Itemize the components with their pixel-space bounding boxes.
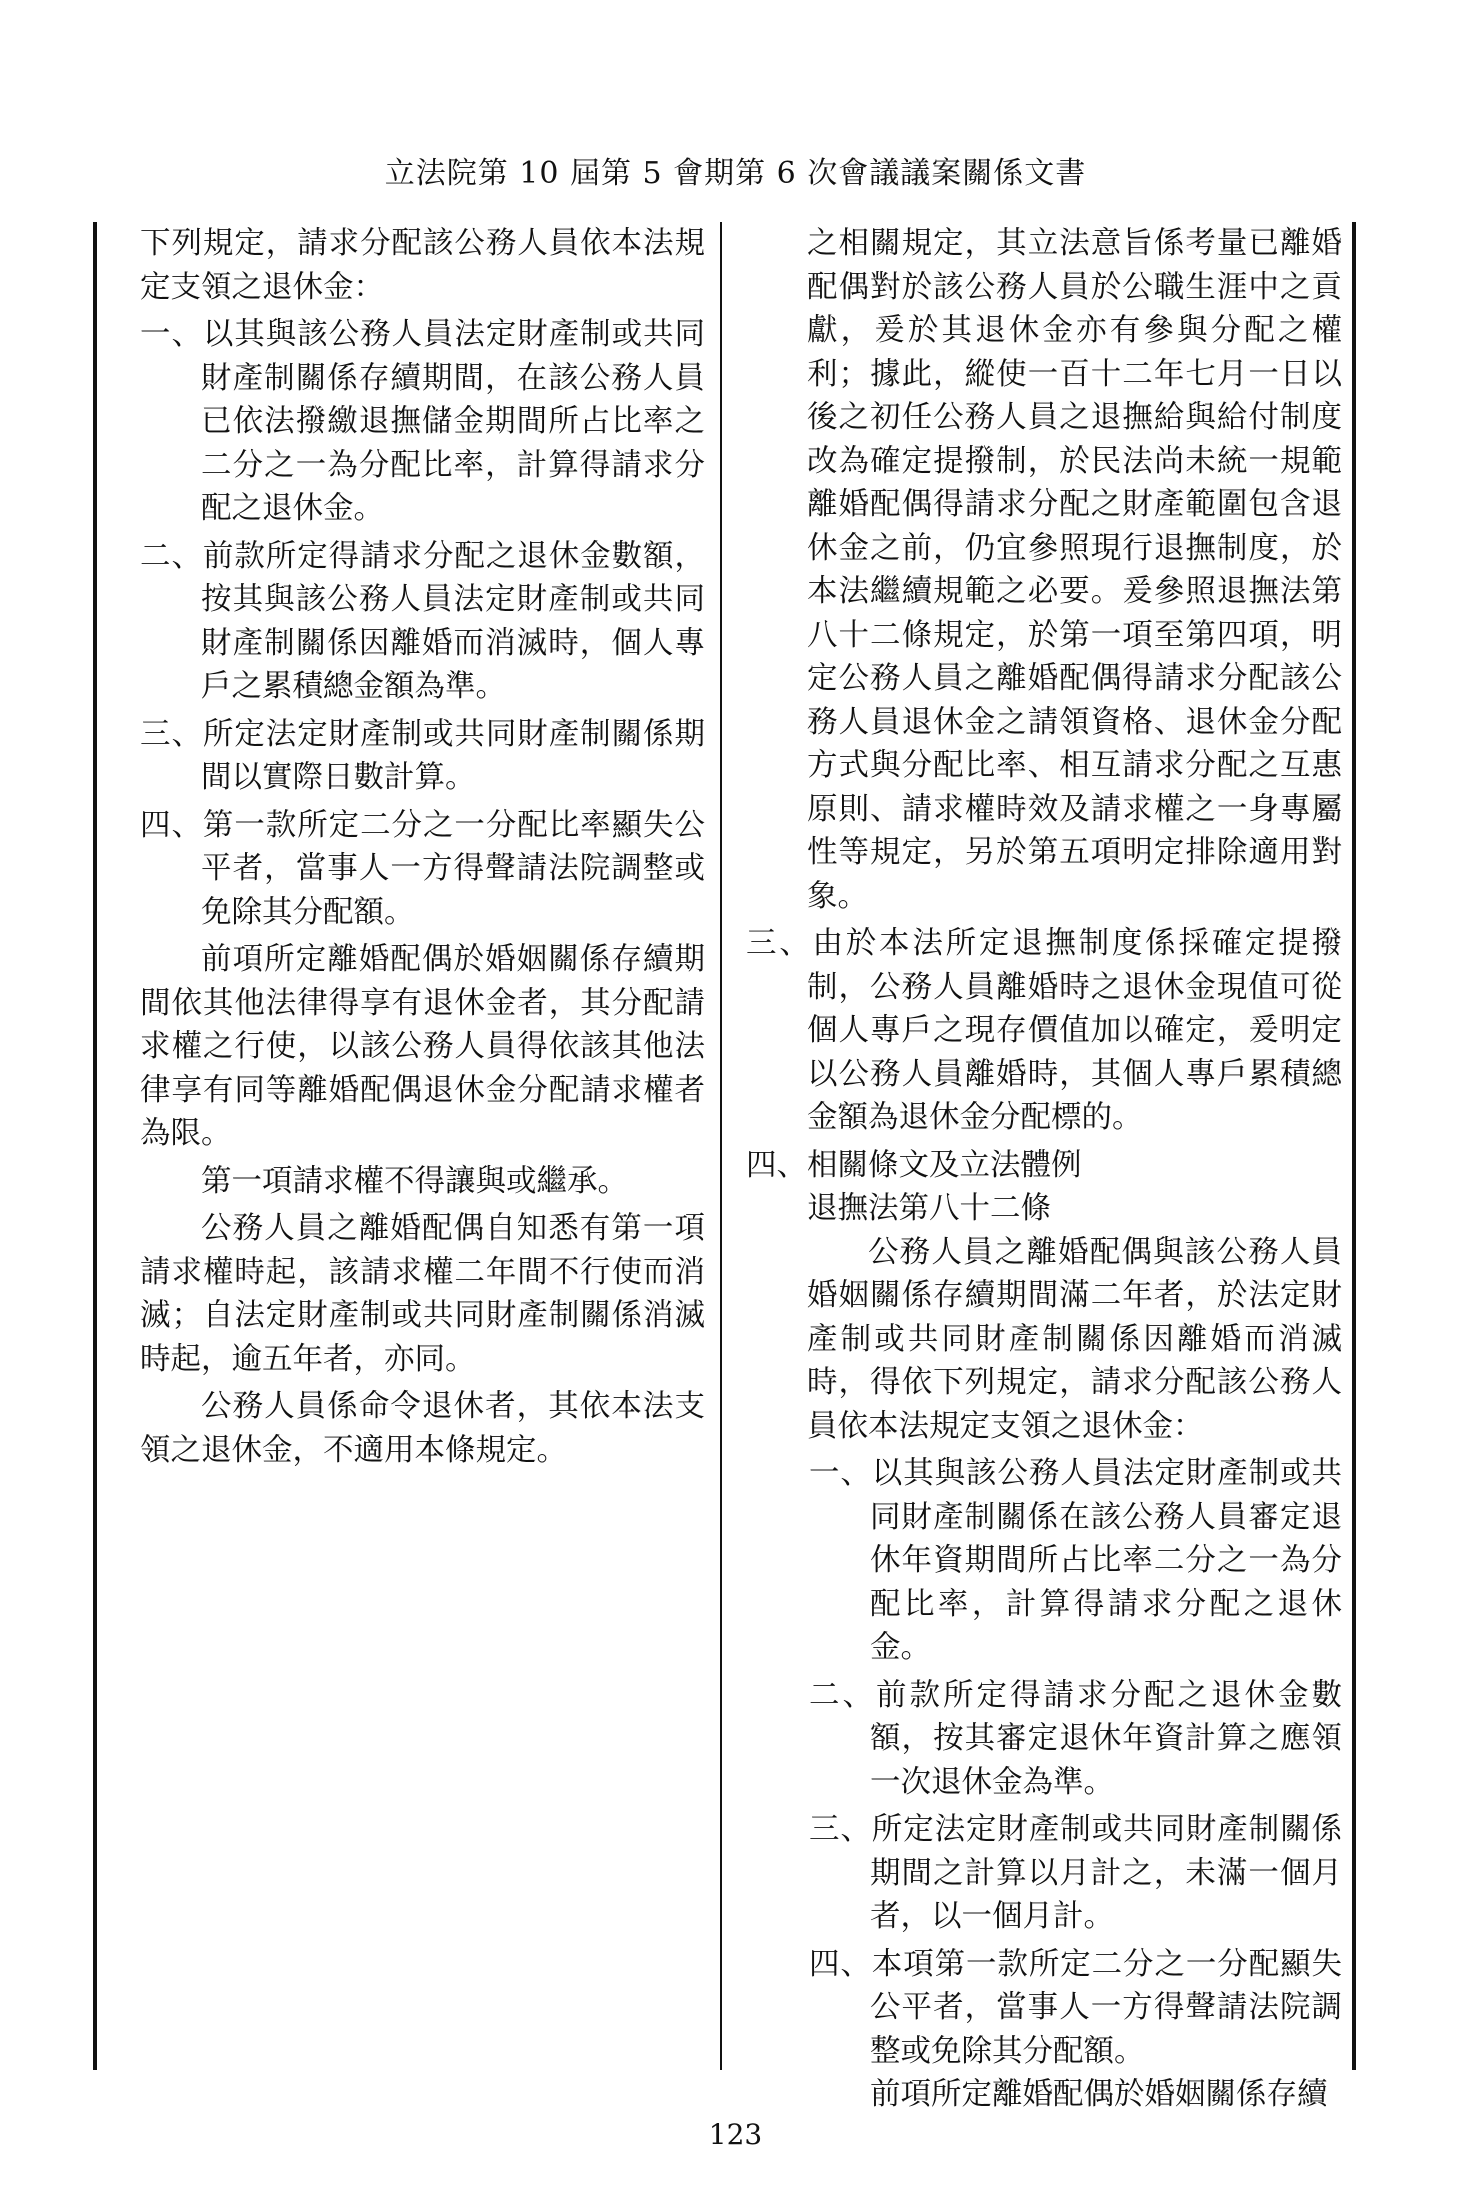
- page-number: 123: [708, 2118, 763, 2151]
- paragraph: 下列規定，請求分配該公務人員依本法規定支領之退休金：: [140, 226, 705, 305]
- list-item: 二、前款所定得請求分配之退休金數額，按其與該公務人員法定財產制或共同財產制關係因離婚而消滅時，個人專戶之累積總金額為準。: [140, 538, 705, 704]
- list-item: 四、相關條文及立法體例: [746, 1147, 1082, 1183]
- paragraph: 前項所定離婚配偶於婚姻關係存續: [870, 2077, 1328, 2112]
- right-border-rule: [1352, 222, 1356, 2070]
- list-item: 三、所定法定財產制或共同財產制關係期間以實際日數計算。: [140, 716, 705, 795]
- list-item: 四、本項第一款所定二分之一分配顯失公平者，當事人一方得聲請法院調整或免除其分配額。: [809, 1946, 1342, 2069]
- citation-title: 退撫法第八十二條: [807, 1191, 1051, 1226]
- paragraph: 之相關規定，其立法意旨係考量已離婚配偶對於該公務人員於公職生涯中之貢獻，爰於其退休金亦有參與分配之權利；據此，縱使一百十二年七月一日以後之初任公務人員之退撫給與給付制度改為確定提撥制，於民法尚未統一規範離婚配偶得請求分配之財產範圍包含退休金之前，仍宜參照現行退撫制度，於本法繼續規範之必要。爰參照退撫法第八十二條規定，於第一項至第四項，明定公務人員之離婚配偶得請求分配該公務人員退休金之請領資格、退休金分配方式與分配比率、相互請求分配之互惠原則、請求權時效及請求權之一身專屬性等規定，另於第五項明定排除適用對象。: [807, 226, 1342, 914]
- list-item: 三、由於本法所定退撫制度係採確定提撥制，公務人員離婚時之退休金現值可從個人專戶之現存價值加以確定，爰明定以公務人員離婚時，其個人專戶累積總金額為退休金分配標的。: [746, 926, 1342, 1135]
- paragraph: 公務人員之離婚配偶自知悉有第一項請求權時起，該請求權二年間不行使而消滅；自法定財產制或共同財產制關係消滅時起，逾五年者，亦同。: [140, 1211, 705, 1377]
- left-border-rule: [93, 222, 97, 2070]
- document-header: 立法院第 10 屆第 5 會期第 6 次會議議案關係文書: [384, 156, 1087, 191]
- list-item: 一、以其與該公務人員法定財產制或共同財產制關係存續期間，在該公務人員已依法撥繳退撫儲金期間所占比率之二分之一為分配比率，計算得請求分配之退休金。: [140, 317, 705, 526]
- paragraph: 公務人員之離婚配偶與該公務人員婚姻關係存續期間滿二年者，於法定財產制或共同財產制關係因離婚而消滅時，得依下列規定，請求分配該公務人員依本法規定支領之退休金：: [807, 1234, 1342, 1444]
- list-item: 二、前款所定得請求分配之退休金數額，按其審定退休年資計算之應領一次退休金為準。: [809, 1677, 1342, 1800]
- list-item: 一、以其與該公務人員法定財產制或共同財產制關係在該公務人員審定退休年資期間所占比率二分之一為分配比率，計算得請求分配之退休金。: [809, 1456, 1342, 1665]
- paragraph: 公務人員係命令退休者，其依本法支領之退休金，不適用本條規定。: [140, 1389, 705, 1468]
- left-column: [140, 222, 705, 1472]
- paragraph: 前項所定離婚配偶於婚姻關係存續期間依其他法律得享有退休金者，其分配請求權之行使，以該公務人員得依該其他法律享有同等離婚配偶退休金分配請求權者為限。: [140, 942, 705, 1151]
- column-divider: [720, 222, 722, 2070]
- list-item: 三、所定法定財產制或共同財產制關係期間之計算以月計之，未滿一個月者，以一個月計。: [809, 1812, 1342, 1934]
- paragraph: 第一項請求權不得讓與或繼承。: [201, 1163, 628, 1199]
- right-column: [746, 222, 1342, 2117]
- list-item: 四、第一款所定二分之一分配比率顯失公平者，當事人一方得聲請法院調整或免除其分配額。: [140, 807, 705, 930]
